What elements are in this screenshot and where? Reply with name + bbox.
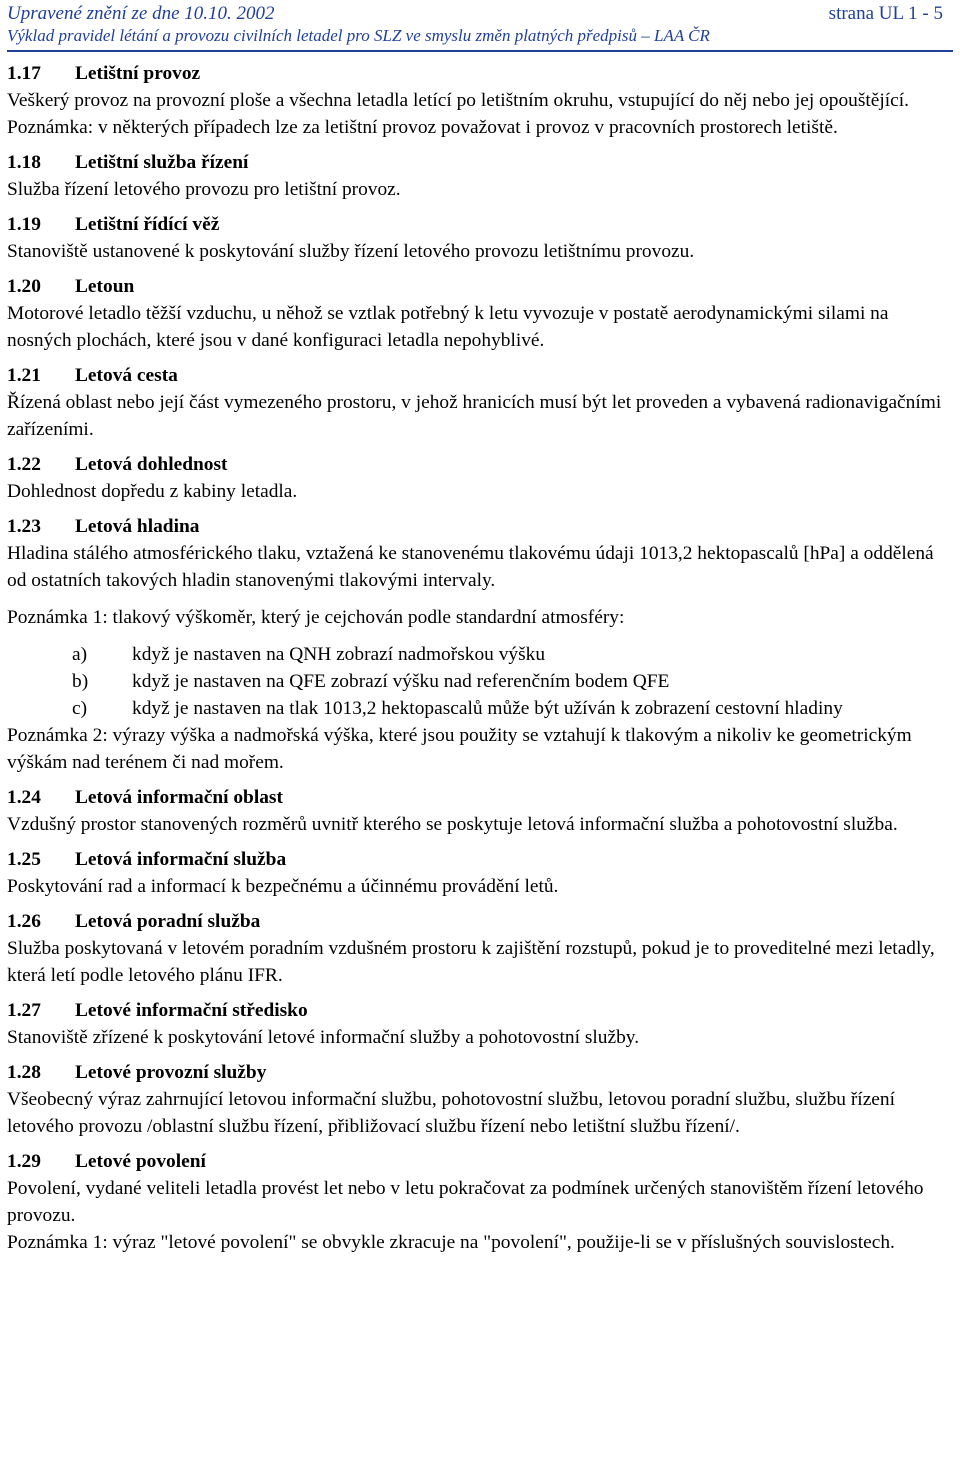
document-body [7, 60, 953, 1256]
section-paragraph: Hladina stálého atmosférického tlaku, vztažená ke stanovenému tlakovému údaji 1013,2 hektopascalů [hPa] a oddělená od ostatních takových hladin stanovenými tlakovými intervaly. [7, 543, 934, 591]
section-paragraph: Motorové letadlo těžší vzduchu, u něhož se vztlak potřebný k letu vyvozuje v postatě aerodynamickými silami na nosných plochách, které jsou v dané konfiguraci letadla nepohyblivé. [7, 303, 889, 351]
section-1-19 [7, 211, 953, 265]
section-1-25 [7, 846, 953, 900]
section-number: 1.26 [7, 911, 41, 932]
section-number: 1.28 [7, 1062, 41, 1083]
section-heading [7, 1059, 953, 1086]
section-1-24 [7, 784, 953, 838]
section-heading [7, 60, 953, 87]
section-title: Letoun [75, 276, 135, 297]
section-number: 1.23 [7, 516, 41, 537]
section-title: Letištní služba řízení [75, 152, 249, 173]
section-number: 1.29 [7, 1151, 41, 1172]
section-heading [7, 784, 953, 811]
section-1-26 [7, 908, 953, 989]
section-paragraph: Služba řízení letového provozu pro letištní provoz. [7, 179, 401, 200]
section-paragraph: Služba poskytovaná v letovém poradním vzdušném prostoru k zajištění rozstupů, pokud je to proveditelné mezi letadly, která letí podle letového plánu IFR. [7, 938, 935, 986]
section-title: Letová informační služba [75, 849, 287, 870]
section-heading [7, 846, 953, 873]
header-rule [7, 50, 953, 52]
section-1-29 [7, 1148, 953, 1256]
page-header [7, 2, 953, 47]
section-note: Poznámka 1: výraz "letové povolení" se obvykle zkracuje na "povolení", použije-li se v příslušných souvislostech. [7, 1232, 895, 1253]
list-item [7, 641, 953, 668]
section-note: Poznámka: v některých případech lze za letištní provoz považovat i provoz v pracovních prostorech letiště. [7, 117, 838, 138]
section-1-28 [7, 1059, 953, 1140]
section-1-21 [7, 362, 953, 443]
section-title: Letové provozní služby [75, 1062, 267, 1083]
list-text: když je nastaven na QFE zobrazí výšku nad referenčním bodem QFE [132, 671, 670, 692]
section-heading [7, 149, 953, 176]
section-title: Letová dohlednost [75, 454, 228, 475]
section-number: 1.18 [7, 152, 41, 173]
section-paragraph: Dohlednost dopředu z kabiny letadla. [7, 481, 298, 502]
section-1-23 [7, 513, 953, 776]
section-heading [7, 908, 953, 935]
section-paragraph: Stanoviště zřízené k poskytování letové informační služby a pohotovostní služby. [7, 1027, 640, 1048]
section-title: Letová informační oblast [75, 787, 283, 808]
section-number: 1.20 [7, 276, 41, 297]
page-number: strana UL 1 - 5 [828, 3, 943, 24]
section-heading [7, 211, 953, 238]
section-title: Letištní řídící věž [75, 214, 220, 235]
section-heading [7, 362, 953, 389]
section-number: 1.19 [7, 214, 41, 235]
section-paragraph: Vzdušný prostor stanovených rozměrů uvnitř kterého se poskytuje letová informační služba a pohotovostní služba. [7, 814, 898, 835]
section-paragraph: Povolení, vydané veliteli letadla provést let nebo v letu pokračovat za podmínek určených stanovištěm řízení letového provozu. [7, 1178, 924, 1226]
section-number: 1.22 [7, 454, 41, 475]
section-number: 1.21 [7, 365, 41, 386]
section-title: Letové informační středisko [75, 1000, 308, 1021]
section-number: 1.24 [7, 787, 41, 808]
section-heading [7, 513, 953, 540]
section-title: Letové povolení [75, 1151, 206, 1172]
section-note: Poznámka 2: výrazy výška a nadmořská výška, které jsou použity se vztahují k tlakovým a nikoliv ke geometrickým výškám nad terénem či nad mořem. [7, 725, 912, 773]
header-top-row [7, 2, 953, 25]
section-heading [7, 997, 953, 1024]
section-note: Poznámka 1: tlakový výškoměr, který je cejchován podle standardní atmosféry: [7, 607, 625, 628]
section-title: Letová hladina [75, 516, 200, 537]
list-item [7, 668, 953, 695]
section-heading [7, 451, 953, 478]
list-marker: a) [72, 644, 88, 665]
section-heading [7, 1148, 953, 1175]
section-1-17 [7, 60, 953, 141]
section-1-22 [7, 451, 953, 505]
section-paragraph: Veškerý provoz na provozní ploše a všechna letadla letící po letištním okruhu, vstupující do něj nebo jej opouštějící. [7, 90, 909, 111]
list-item [7, 695, 953, 722]
section-title: Letová cesta [75, 365, 178, 386]
list-text: když je nastaven na tlak 1013,2 hektopascalů může být užíván k zobrazení cestovní hladiny [132, 698, 843, 719]
section-1-27 [7, 997, 953, 1051]
section-paragraph: Stanoviště ustanovené k poskytování služby řízení letového provozu letištnímu provozu. [7, 241, 695, 262]
section-1-20 [7, 273, 953, 354]
list-marker: b) [72, 671, 89, 692]
section-paragraph: Všeobecný výraz zahrnující letovou informační službu, pohotovostní službu, letovou poradní službu, službu řízení letového provozu /oblastní službu řízení, přibližovací službu řízení nebo letištní službu řízení/. [7, 1089, 895, 1137]
section-paragraph: Řízená oblast nebo její část vymezeného prostoru, v jehož hranicích musí být let proveden a vybavená radionavigačními zařízeními. [7, 392, 942, 440]
section-number: 1.17 [7, 63, 41, 84]
note-list [7, 641, 953, 722]
section-number: 1.25 [7, 849, 41, 870]
section-title: Letová poradní služba [75, 911, 261, 932]
list-text: když je nastaven na QNH zobrazí nadmořskou výšku [132, 644, 546, 665]
section-1-18 [7, 149, 953, 203]
header-date: Upravené znění ze dne 10.10. 2002 [7, 3, 275, 24]
list-marker: c) [72, 698, 88, 719]
section-paragraph: Poskytování rad a informací k bezpečnému a účinnému provádění letů. [7, 876, 559, 897]
section-title: Letištní provoz [75, 63, 201, 84]
section-heading [7, 273, 953, 300]
header-subtitle: Výklad pravidel létání a provozu civilních letadel pro SLZ ve smyslu změn platných předpisů – LAA ČR [7, 26, 710, 45]
section-number: 1.27 [7, 1000, 41, 1021]
